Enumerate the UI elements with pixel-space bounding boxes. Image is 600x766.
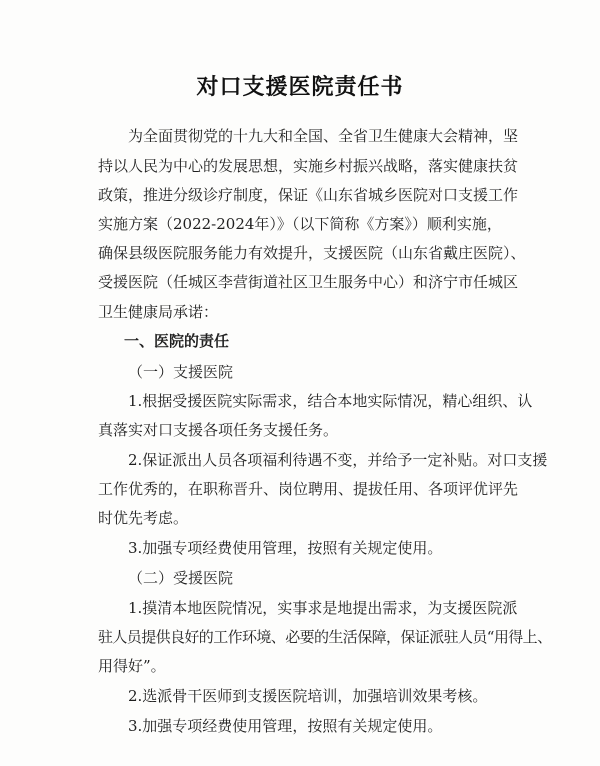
list-item-line: 用得好”。 <box>98 657 166 675</box>
list-item-line: 2.选派骨干医师到支援医院培训，加强培训效果考核。 <box>128 687 488 705</box>
list-item-line: 驻人员提供良好的工作环境、必要的生活保障，保证派驻人员“用得上、 <box>98 628 552 646</box>
list-item-line: 工作优秀的，在职称晋升、岗位聘用、提拔任用、各项评优评先 <box>98 480 519 498</box>
list-item-line: 1.根据受援医院实际需求，结合本地实际情况，精心组织、认 <box>128 392 533 410</box>
list-item-line: 真落实对口支援各项任务支援任务。 <box>98 421 339 439</box>
intro-line: 为全面贯彻党的十九大和全国、全省卫生健康大会精神，坚 <box>128 127 519 145</box>
subsection-heading: （二）受援医院 <box>128 569 234 587</box>
intro-line: 卫生健康局承诺： <box>98 303 219 321</box>
intro-line: 实施方案（2022-2024年）》（以下简称《方案》）顺利实施， <box>98 215 502 233</box>
list-item-line: 3.加强专项经费使用管理，按照有关规定使用。 <box>128 717 443 735</box>
list-item-line: 1.摸清本地医院情况，实事求是地提出需求，为支援医院派 <box>128 599 518 617</box>
intro-line: 持以人民为中心的发展思想，实施乡村振兴战略，落实健康扶贫 <box>98 157 519 175</box>
section-heading: 一、医院的责任 <box>124 332 230 350</box>
subsection-heading: （一）支援医院 <box>128 363 234 381</box>
list-item-line: 3.加强专项经费使用管理，按照有关规定使用。 <box>128 539 443 557</box>
intro-line: 受援医院（任城区李营街道社区卫生服务中心）和济宁市任城区 <box>98 273 519 291</box>
intro-line: 政策，推进分级诊疗制度，保证《山东省城乡医院对口支援工作 <box>98 186 519 204</box>
intro-line: 确保县级医院服务能力有效提升，支援医院（山东省戴庄医院）、 <box>98 244 526 262</box>
list-item-line: 2.保证派出人员各项福利待遇不变，并给予一定补贴。对口支援 <box>128 451 548 469</box>
document-title: 对口支援医院责任书 <box>196 74 404 100</box>
list-item-line: 时优先考虑。 <box>98 509 189 527</box>
